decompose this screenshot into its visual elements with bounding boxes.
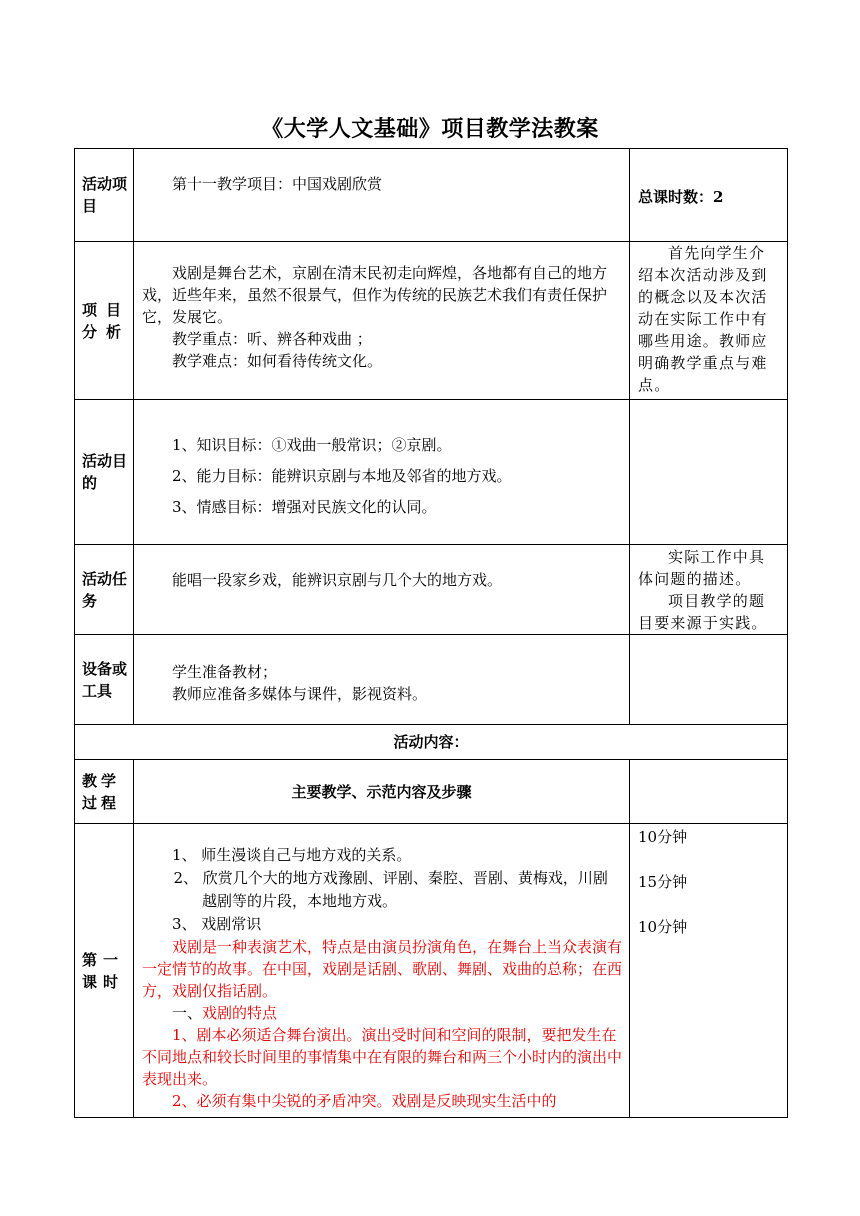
row-first-lesson	[75, 824, 788, 1118]
activity-project-content	[134, 149, 630, 242]
first-lesson-content	[134, 824, 630, 1118]
analysis-key-point: 教学重点：听、辨各种戏曲 ；	[172, 330, 372, 348]
project-analysis-content	[134, 242, 630, 400]
goal-knowledge: 1、知识目标：①戏曲一般常识；②京剧。	[172, 436, 452, 454]
equipment-content	[134, 635, 630, 725]
label-activity-project: 活动项目	[75, 149, 134, 242]
teaching-process-note	[630, 760, 788, 824]
label-activity-goal: 活动目的	[75, 400, 134, 545]
activity-task-content	[134, 545, 630, 635]
analysis-difficulty: 教学难点：如何看待传统文化。	[172, 352, 383, 370]
label-first-lesson: 第一课时	[75, 824, 134, 1118]
row-activity-task	[75, 545, 788, 635]
total-hours: 总课时数：2	[630, 149, 788, 242]
drama-feature-1: 1、剧本必须适合舞台演出。演出受时间和空间的限制，要把发生在不同地点和较长时间里的事情集中在有限的舞台和两三个小时内的演出中表现出来。	[142, 1026, 623, 1088]
time-2: 15分钟	[638, 873, 688, 891]
task-note-2: 项目教学的题目要来源于实践。	[638, 592, 768, 632]
lesson-times	[630, 824, 788, 1118]
analysis-paragraph: 戏剧是舞台艺术，京剧在清末民初走向辉煌，各地都有自己的地方戏，近些年来，虽然不很景气，但作为传统的民族艺术我们有责任保护它，发展它。	[142, 264, 608, 326]
row-project-analysis	[75, 242, 788, 400]
activity-goal-note	[630, 400, 788, 545]
equipment-line-2: 教师应准备多媒体与课件，影视资料。	[172, 685, 428, 703]
teaching-process-header: 主要教学、示范内容及步骤	[134, 760, 630, 824]
section-heading	[142, 1002, 622, 1024]
task-note-1: 实际工作中具体问题的描述。	[638, 548, 766, 588]
drama-feature-2: 2、必须有集中尖锐的矛盾冲突。戏剧是反映现实生活中的	[172, 1092, 557, 1110]
row-teaching-process	[75, 760, 788, 824]
activity-goal-content	[134, 400, 630, 545]
lesson-plan-table	[74, 148, 788, 1118]
row-equipment	[75, 635, 788, 725]
lesson-step-1: 1、 师生漫谈自己与地方戏的关系。	[172, 846, 412, 864]
page-title: 《大学人文基础》项目教学法教案	[261, 116, 599, 142]
task-text: 能唱一段家乡戏，能辨识京剧与几个大的地方戏。	[172, 571, 503, 589]
drama-definition: 戏剧是一种表演艺术，特点是由演员扮演角色，在舞台上当众表演有一定情节的故事。在中国，戏剧是话剧、歌剧、舞剧、戏曲的总称；在西方，戏剧仅指话剧。	[142, 938, 623, 1000]
label-project-analysis: 项目分析	[75, 242, 134, 400]
section-title: 戏剧的特点	[202, 1004, 278, 1022]
analysis-note	[630, 242, 788, 400]
section-prefix: 一、	[172, 1004, 203, 1022]
equipment-note	[630, 635, 788, 725]
time-3: 10分钟	[638, 918, 688, 936]
label-equipment: 设备或工具	[75, 635, 134, 725]
goal-ability: 2、能力目标：能辨识京剧与本地及邻省的地方戏。	[172, 467, 512, 485]
lesson-step-2: 2、 欣赏几个大的地方戏豫剧、评剧、秦腔、晋剧、黄梅戏，川剧越剧等的片段，本地地方戏。	[173, 869, 608, 910]
project-name: 第十一教学项目：中国戏剧欣赏	[172, 175, 383, 193]
row-activity-project	[75, 149, 788, 242]
label-activity-task: 活动任务	[75, 545, 134, 635]
row-activity-goal	[75, 400, 788, 545]
analysis-note-text: 首先向学生介绍本次活动涉及到的概念以及本次活动在实际工作中有哪些用途。教师应明确教学重点与难点。	[638, 244, 768, 394]
equipment-line-1: 学生准备教材；	[172, 663, 278, 681]
activity-task-note	[630, 545, 788, 635]
label-teaching-process: 教学过程	[75, 760, 134, 824]
time-1: 10分钟	[638, 828, 688, 846]
row-activity-content	[75, 725, 788, 760]
goal-emotion: 3、情感目标：增强对民族文化的认同。	[172, 498, 437, 516]
activity-content-header: 活动内容：	[75, 725, 788, 760]
lesson-step-3: 3、 戏剧常识	[172, 915, 262, 933]
